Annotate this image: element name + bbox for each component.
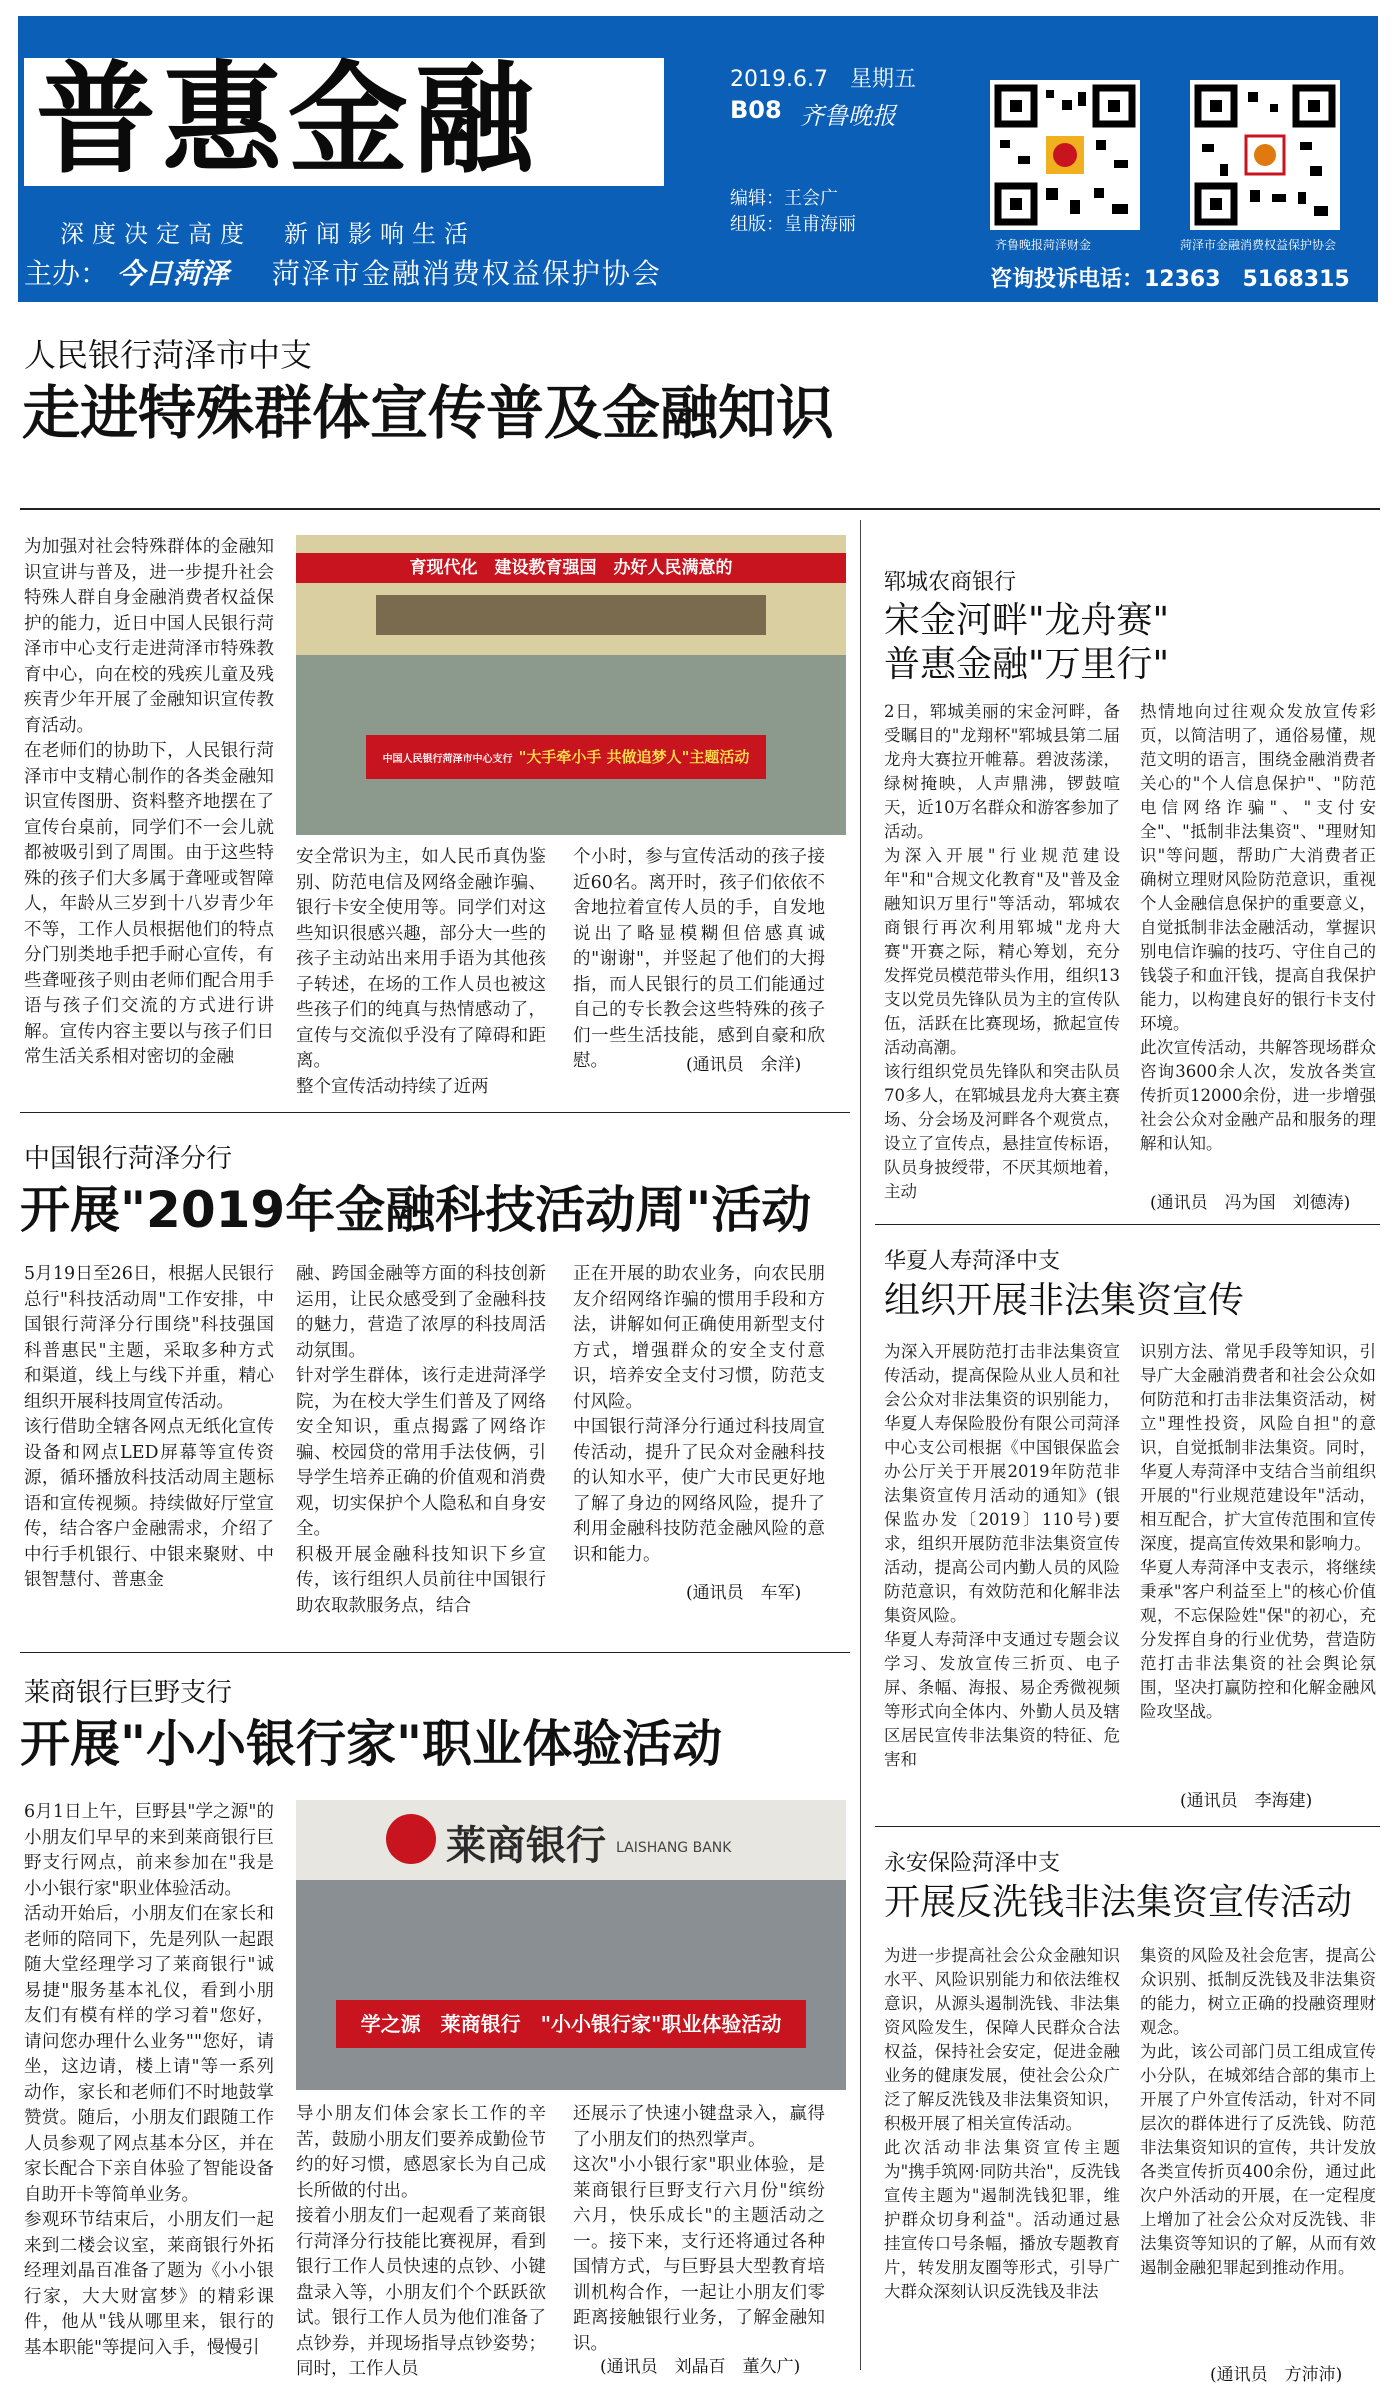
side3-byline: (通讯员 方沛沛) [1210, 2365, 1343, 2385]
side3-col1: 为进一步提高社会公众金融知识水平、风险识别能力和依法维权意识，从源头遏制洗钱、非法集资风险发生，保障人民群众合法权益，保持社会安定，促进金融业务的健康发展，使社会公众广泛了解反洗钱及非法集资知识，积极开展了相关宣传活动。 此次活动非法集资宣传主题为"携手筑网·同防共治"，反洗钱宣传主题为"遏制洗钱犯罪，维护群众切身利益"。活动通过悬挂宣传口号条幅，播放专题教育片，转发朋友圈等形式，引导广大群众深刻认识反洗钱及非法 [884, 1946, 1120, 2301]
divider [20, 1652, 850, 1653]
art3-byline: (通讯员 刘晶百 董久广) [600, 2357, 801, 2377]
page-number: B08 [730, 96, 782, 124]
side2-headline: 组织开展非法集资宣传 [884, 1280, 1245, 1321]
art3-col1: 6月1日上午，巨野县"学之源"的小朋友们早早的来到莱商银行巨野支行网点，前来参加在"我是小小银行家"职业体验活动。 活动开始后，小朋友们在家长和老师的陪同下，先是列队一起跟随大堂经理学习了莱商银行"诚易捷"服务基本礼仪，看到小朋友们有模有样的学习着"您好，请问您办理什么业务""您好，请坐，这边请，楼上请"等一系列动作，家长和老师们不时地鼓掌赞赏。随后，小朋友们跟随工作人员参观了网点基本分区，并在家长配合下亲自体验了智能设备自助开卡等简单业务。 参观环节结束后，小朋友们一起来到二楼会议室，莱商银行外拓经理刘晶百准备了题为《小小银行家，大大财富梦》的精彩课件，他从"钱从哪里来，银行的基本职能"等提问入手，慢慢引 [24, 1802, 274, 2358]
art2-kicker: 中国银行菏泽分行 [24, 1144, 233, 1174]
art2-headline: 开展"2019年金融科技活动周"活动 [20, 1181, 812, 1239]
hotline: 咨询投诉电话：12363 5168315 [990, 267, 1350, 292]
photo-sign: 育现代化 建设教育强国 办好人民满意的 [296, 553, 846, 583]
art3-headline: 开展"小小银行家"职业体验活动 [20, 1715, 723, 1773]
photo-banner: 学之源 莱商银行 "小小银行家"职业体验活动 [336, 2000, 806, 2048]
lead-kicker: 人民银行菏泽市中支 [24, 336, 313, 374]
side1-headline-2: 普惠金融"万里行" [884, 644, 1170, 685]
host-label: 主办： [24, 257, 109, 290]
art3-col2: 导小朋友们体会家长工作的辛苦，鼓励小朋友们要养成勤俭节约的好习惯，感恩家长为自己成长所做的付出。 接着小朋友们一起观看了莱商银行菏泽分行技能比赛视屏，看到银行工作人员快速的点钞、小键盘录入等，小朋友们个个跃跃欲试。银行工作人员为他们准备了点钞券，并现场指导点钞姿势；同时，工作人员 [296, 2104, 546, 2379]
side3-col2: 集资的风险及社会危害，提高公众识别、抵制反洗钱及非法集资的能力，树立正确的投融资理财观念。 为此，该公司部门员工组成宣传小分队，在城郊结合部的集市上开展了户外宣传活动，针对不同层次的群体进行了反洗钱、防范非法集资知识的宣传，共计发放各类宣传折页400余份，通过此次户外活动的开展，在一定程度上增加了社会公众对反洗钱、非法集资等知识的了解，从而有效遏制金融犯罪起到推动作用。 [1140, 1946, 1376, 2277]
lead-col2: 安全常识为主，如人民币真伪鉴别、防范电信及网络金融诈骗、银行卡安全使用等。同学们对这些知识很感兴趣，部分大一些的孩子主动站出来用手语为其他孩子转述，在场的工作人员也被这些孩子们的纯真与热情感动了，宣传与交流似乎没有了障碍和距离。 整个宣传活动持续了近两 [296, 847, 546, 1097]
brand-title: 普惠金融 [36, 51, 540, 190]
slogan: 深度决定高度 新闻影响生活 [60, 220, 476, 248]
art3-col3: 还展示了快速小键盘录入，赢得了小朋友们的热烈掌声。 这次"小小银行家"职业体验，是莱商银行巨野支行六月份"缤纷六月，快乐成长"的主题活动之一。接下来，支行还将通过各种国情方式，与巨野县大型教育培训机构合作，一起让小朋友们零距离接触银行业务，了解金融知识。 [573, 2104, 825, 2354]
divider [20, 1112, 850, 1113]
side2-kicker: 华夏人寿菏泽中支 [884, 1249, 1061, 1274]
divider [20, 508, 1380, 510]
issue-date: 2019.6.7 星期五 [730, 67, 916, 92]
lead-photo[interactable] [296, 535, 846, 835]
side1-headline-1: 宋金河畔"龙舟赛" [884, 600, 1170, 641]
lead-byline: (通讯员 余洋) [686, 1055, 802, 1075]
side1-col2: 热情地向过往观众发放宣传彩页，以简洁明了，通俗易懂，规范文明的语言，围绕金融消费者关心的"个人信息保护"、"防范电信网络诈骗"、"支付安全"、"抵制非法集资"、"理财知识"等问题，帮助广大消费者正确树立理财风险防范意识，重视个人金融信息保护的重要意义，自觉抵制非法金融活动，掌握识别电信诈骗的技巧、守住自己的钱袋子和血汗钱，提高自我保护能力，以构建良好的银行卡支付环境。 此次宣传活动，共解答现场群众咨询3600余人次，发放各类宣传折页12000余份，进一步增强社会公众对金融产品和服务的理解和认知。 [1140, 702, 1376, 1153]
divider [875, 1224, 1380, 1225]
editor: 编辑：王会广 [730, 188, 838, 209]
side1-col1: 2日，郓城美丽的宋金河畔，备受瞩目的"龙翔杯"郓城县第二届龙舟大赛拉开帷幕。碧波荡漾，绿树掩映，人声鼎沸，锣鼓喧天，近10万名群众和游客参加了活动。 为深入开展"行业规范建设年"和"合规文化教育"及"普及金融知识万里行"等活动，郓城农商银行再次利用郓城"龙舟大赛"开赛之际，精心筹划，充分发挥党员模范带头作用，组织13支以党员先锋队员为主的宣传队伍，活跃在比赛现场，掀起宣传活动高潮。 该行组织党员先锋队和突击队员70多人，在郓城县龙舟大赛主赛场、分会场及河畔各个观赏点，设立了宣传点，悬挂宣传标语，队员身披绶带，不厌其烦地着，主动 [884, 702, 1120, 1201]
side1-kicker: 郓城农商银行 [884, 570, 1017, 595]
qr2-caption: 菏泽市金融消费权益保护协会 [1180, 238, 1337, 252]
lead-headline: 走进特殊群体宣传普及金融知识 [22, 379, 835, 447]
bank-sign: 莱商银行 [446, 1823, 606, 1869]
host-org-association: 菏泽市金融消费权益保护协会 [271, 257, 662, 290]
qr-code-icon[interactable] [990, 80, 1140, 230]
layout-editor: 组版：皇甫海丽 [730, 214, 856, 235]
banner-text: "大手牵小手 共做追梦人"主题活动 [518, 748, 750, 766]
column-divider [860, 520, 861, 2370]
host-row [24, 252, 662, 292]
art2-col1: 5月19日至26日，根据人民银行总行"科技活动周"工作安排，中国银行菏泽分行围绕"科技强国 科普惠民"主题，采取多种方式和渠道，线上与线下并重，精心组织开展科技周宣传活动。 该行借助全辖各网点无纸化宣传设备和网点LED屏幕等宣传资源，循环播放科技活动周主题标语和宣传视频。持续做好厅堂宣传，结合客户金融需求，介绍了中行手机银行、中银来聚财、中银智慧付、普惠金 [24, 1264, 274, 1590]
art3-kicker: 莱商银行巨野支行 [24, 1678, 233, 1708]
photo-banner [366, 735, 766, 779]
art3-photo[interactable] [296, 1800, 846, 2090]
lead-col1: 为加强对社会特殊群体的金融知识宣讲与普及，进一步提升社会特殊人群自身金融消费者权益保护的能力，近日中国人民银行菏泽市中心支行走进菏泽市特殊教育中心，向在校的残疾儿童及残疾青少年开展了金融知识宣传教育活动。 在老师们的协助下，人民银行菏泽市中支精心制作的各类金融知识宣传图册、资料整齐地摆在了宣传台桌前，同学们不一会儿就都被吸引到了周围。由于这些特殊的孩子们大多属于聋哑或智障人，年龄从三岁到十八岁青少年不等，工作人员根据他们的特点分门别类地手把手耐心宣传，有些聋哑孩子则由老师们配合用手语与孩子们交流的方式进行讲解。宣传内容主要以与孩子们日常生活关系相对密切的金融 [24, 537, 274, 1067]
art2-byline: (通讯员 车军) [686, 1583, 802, 1603]
side2-byline: (通讯员 李海建) [1180, 1791, 1313, 1811]
bank-sign-en: LAISHANG BANK [616, 1840, 732, 1856]
paper-logo: 齐鲁晚报 [800, 102, 896, 130]
art2-col2: 融、跨国金融等方面的科技创新运用，让民众感受到了金融科技的魅力，营造了浓厚的科技周活动氛围。 针对学生群体，该行走进菏泽学院，为在校大学生们普及了网络安全知识，重点揭露了网络诈骗、校园贷的常用手法伎俩，引导学生培养正确的价值观和消费观，切实保护个人隐私和自身安全。 积极开展金融科技知识下乡宣传，该行组织人员前往中国银行助农取款服务点，结合 [296, 1264, 546, 1616]
qr1-caption: 齐鲁晚报菏泽财金 [995, 238, 1092, 252]
side3-kicker: 永安保险菏泽中支 [884, 1851, 1061, 1876]
side2-col2: 识别方法、常见手段等知识，引导广大金融消费者和社会公众如何防范和打击非法集资活动，树立"理性投资，风险自担"的意识，自觉抵制非法集资。同时，华夏人寿菏泽中支结合当前组织开展的"行业规范建设年"活动，相互配合，扩大宣传范围和宣传深度，提高宣传效果和影响力。 华夏人寿菏泽中支表示，将继续秉承"客户利益至上"的核心价值观，不忘保险姓"保"的初心，充分发挥自身的行业优势，营造防范打击非法集资的社会舆论氛围，坚决打赢防控和化解金融风险攻坚战。 [1140, 1342, 1376, 1721]
side1-byline: (通讯员 冯为国 刘德涛) [1150, 1193, 1351, 1213]
banner-left: 中国人民银行菏泽市中心支行 [382, 754, 513, 765]
lead-col3: 个小时，参与宣传活动的孩子接近60名。离开时，孩子们依依不舍地拉着宣传人员的手，自发地说出了略显模糊但倍感真诚的"谢谢"，并竖起了他们的大拇指，而人民银行的员工们能通过自己的专长教会这些特殊的孩子们一些生活技能，感到自豪和欣慰。 [573, 847, 825, 1071]
host-org-today-heze: 今日菏泽 [116, 257, 229, 290]
divider [875, 1826, 1380, 1827]
side2-col1: 为深入开展防范打击非法集资宣传活动，提高保险从业人员和社会公众对非法集资的识别能力，华夏人寿保险股份有限公司菏泽中心支公司根据《中国银保监会办公厅关于开展2019年防范非法集资宣传月活动的通知》(银保监办发〔2019〕110号)要求，组织开展防范非法集资宣传活动，提高公司内勤人员的风险防范意识，有效防范和化解非法集资风险。 华夏人寿菏泽中支通过专题会议学习、发放宣传三折页、电子屏、条幅、海报、易企秀微视频等形式向全体内、外勤人员及辖区居民宣传非法集资的特征、危害和 [884, 1342, 1120, 1769]
art2-col3: 正在开展的助农业务，向农民朋友介绍网络诈骗的惯用手段和方法，讲解如何正确使用新型支付方式，增强群众的安全支付意识，培养安全支付习惯，防范支付风险。 中国银行菏泽分行通过科技周宣传活动，提升了民众对金融科技的认知水平，使广大市民更好地了解了身边的网络风险，提升了利用金融科技防范金融风险的意识和能力。 [573, 1264, 825, 1565]
side3-headline: 开展反洗钱非法集资宣传活动 [884, 1882, 1353, 1923]
qr-code-icon[interactable] [1190, 80, 1340, 230]
